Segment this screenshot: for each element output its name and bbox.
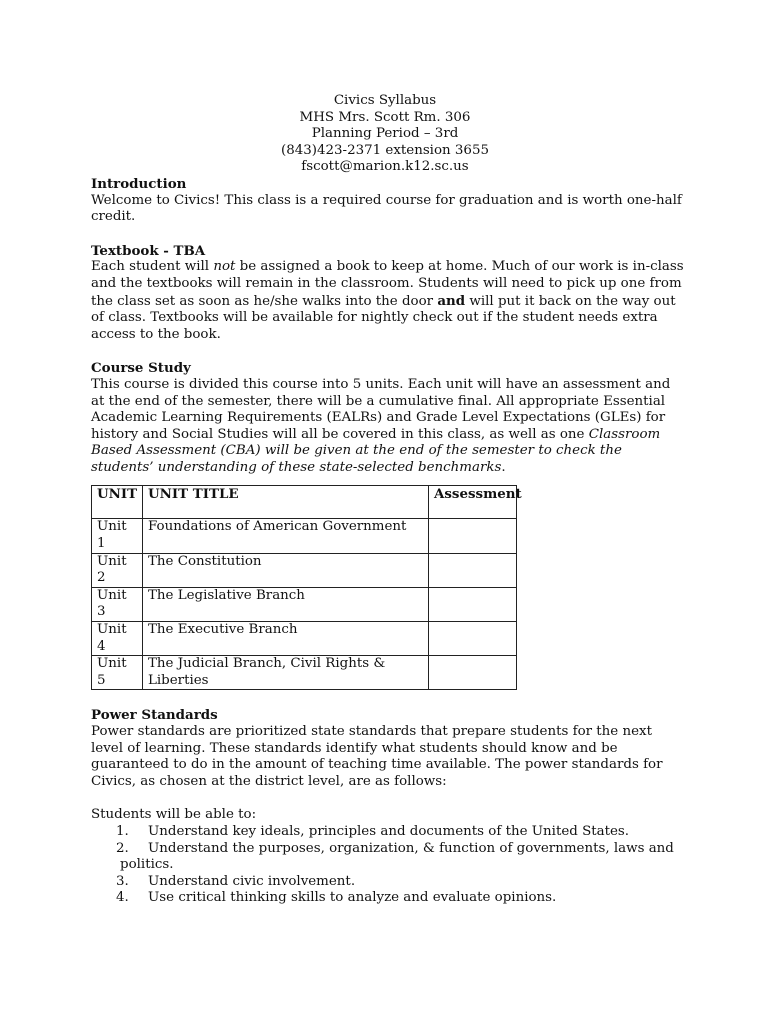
assessment-cell xyxy=(429,587,517,621)
textbook-section xyxy=(91,243,685,344)
assessment-cell xyxy=(429,656,517,690)
textbook-emphasis-not: not xyxy=(213,259,236,275)
unit-cell: Unit 5 xyxy=(92,656,143,690)
list-item xyxy=(75,890,685,907)
assessment-column-header: Assessment xyxy=(429,486,517,519)
phone-number: (843)423-2371 extension 3655 xyxy=(280,142,489,158)
unit-title-column-header: UNIT TITLE xyxy=(143,486,429,519)
unit-title-cell: The Judicial Branch, Civil Rights & Liberties xyxy=(143,656,429,690)
list-item-text: Understand key ideals, principles and documents of the United States. xyxy=(148,823,630,839)
power-standards-heading: Power Standards xyxy=(91,707,218,724)
unit-cell: Unit 1 xyxy=(92,519,143,553)
unit-title-cell: The Legislative Branch xyxy=(143,587,429,621)
unit-column-header: UNIT xyxy=(92,486,143,519)
unit-cell: Unit 2 xyxy=(92,553,143,587)
document-body xyxy=(91,93,685,907)
textbook-emphasis-and: and xyxy=(437,292,466,309)
unit-title-cell: The Executive Branch xyxy=(143,622,429,656)
units-table-header-row xyxy=(92,486,517,519)
unit-title-cell: The Constitution xyxy=(143,553,429,587)
list-item-number: 2. xyxy=(116,840,129,856)
table-row xyxy=(92,656,517,690)
list-item-text: Use critical thinking skills to analyze and evaluate opinions. xyxy=(148,890,557,906)
list-item-number: 4. xyxy=(116,890,129,906)
list-item-text: Understand civic involvement. xyxy=(148,873,356,889)
list-item-number: 3. xyxy=(116,873,129,889)
textbook-text-part: be assigned a book to keep at home. Much of our work is in-class and the textbooks will remain in the classroom. Students will need to pick up one from the class set as soon as he/she walks into the door xyxy=(91,259,684,309)
list-item xyxy=(75,824,685,841)
unit-title-cell: Foundations of American Government xyxy=(143,519,429,553)
table-row xyxy=(92,519,517,553)
introduction-section xyxy=(91,176,685,226)
list-item xyxy=(75,841,685,874)
textbook-text xyxy=(91,259,685,343)
power-standards-list xyxy=(91,824,685,907)
email-address: fscott@marion.k12.sc.us xyxy=(301,159,469,175)
course-study-text-part: . xyxy=(501,459,506,475)
assessment-cell xyxy=(429,622,517,656)
introduction-heading: Introduction xyxy=(91,175,187,192)
table-row xyxy=(92,622,517,656)
syllabus-header xyxy=(91,93,679,176)
planning-period: Planning Period – 3rd xyxy=(311,126,459,142)
unit-cell: Unit 3 xyxy=(92,587,143,621)
textbook-text-part: will put it back on the way out of class. Textbooks will be available for nightly check out if the student needs extra access to the book. xyxy=(91,293,676,342)
assessment-cell xyxy=(429,553,517,587)
teacher-room: MHS Mrs. Scott Rm. 306 xyxy=(299,109,471,125)
textbook-heading: Textbook - TBA xyxy=(91,242,206,259)
course-study-text-part: This course is divided this course into 5 units. Each unit will have an assessment and at the end of the semester, there will be a cumulative final. All appropriate Essential Academic Learning Requirements (EALRs) and Grade Level Expectations (GLEs) for history and Social Studies will all be covered in this class, as well as one xyxy=(91,376,671,442)
unit-cell: Unit 4 xyxy=(92,622,143,656)
table-row xyxy=(92,587,517,621)
list-item xyxy=(75,874,685,891)
power-standards-section xyxy=(91,707,685,907)
course-study-text xyxy=(91,377,685,477)
textbook-text-part: Each student will xyxy=(91,259,214,275)
table-row xyxy=(92,553,517,587)
list-item-number: 1. xyxy=(116,823,129,839)
power-standards-text: Power standards are prioritized state standards that prepare students for the next level of learning. These standards identify what students should know and be guaranteed to do in the amount of teaching time available. The power standards for Civics, as chosen at the district level, are as follows: xyxy=(91,724,663,789)
course-study-section xyxy=(91,360,685,476)
introduction-text: Welcome to Civics! This class is a required course for graduation and is worth one-half credit. xyxy=(91,192,682,225)
document-title: Civics Syllabus xyxy=(333,93,437,108)
course-study-italic-text: Classroom Based Assessment (CBA) will be given at the end of the semester to check the students’ understanding of these state-selected benchmarks xyxy=(91,426,661,475)
units-table xyxy=(91,485,522,690)
list-item-text: Understand the purposes, organization, & function of governments, laws and politics. xyxy=(120,840,674,873)
assessment-cell xyxy=(429,519,517,553)
power-standards-intro: Students will be able to: xyxy=(91,807,257,823)
course-study-heading: Course Study xyxy=(91,360,191,377)
